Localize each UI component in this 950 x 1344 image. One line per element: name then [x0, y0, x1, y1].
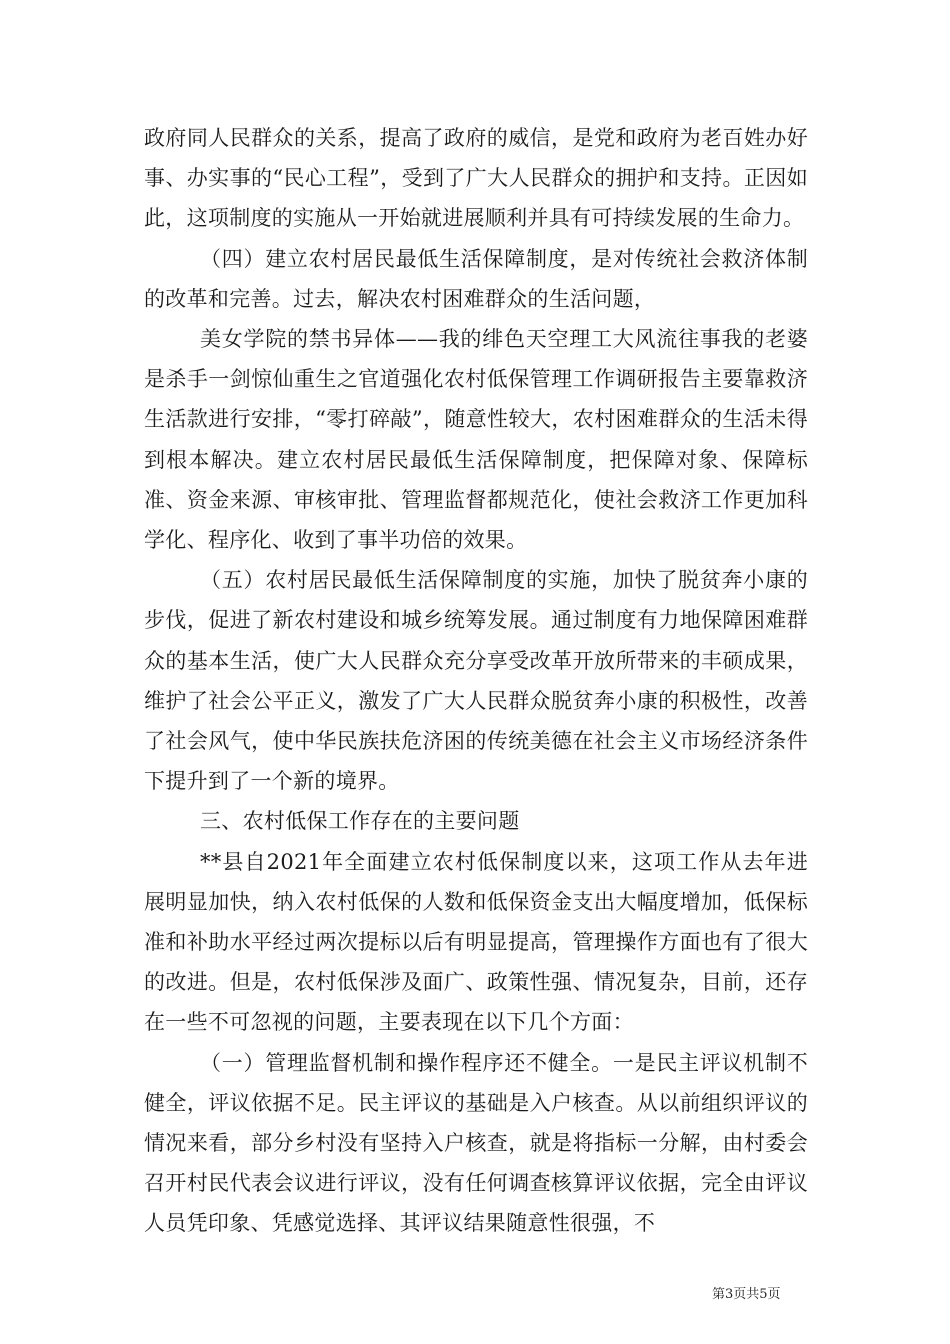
paragraph-county-overview: **县自2021年全面建立农村低保制度以来，这项工作从去年进展明显加快，纳入农村低保的人数和低保资金支出大幅度增加，低保标准和补助水平经过两次提标以后有明显提高，管理操作方面也有了很大的改进。但是，农村低保涉及面广、政策性强、情况复杂，目前，还存在一些不可忽视的问题，主要表现在以下几个方面： — [144, 849, 808, 1035]
paragraph-relief-reform: 美女学院的禁书异体——我的绯色天空理工大风流往事我的老婆是杀手一剑惊仙重生之官道强化农村低保管理工作调研报告主要靠救济生活款进行安排，“零打碎敲”，随意性较大，农村困难群众的生活未得到根本解决。建立农村居民最低生活保障制度，把保障对象、保障标准、资金来源、审核审批、管理监督都规范化，使社会救济工作更加科学化、程序化、收到了事半功倍的效果。 — [144, 327, 808, 553]
paragraph-section-four: （四）建立农村居民最低生活保障制度，是对传统社会救济体制的改革和完善。过去，解决农村困难群众的生活问题， — [144, 246, 808, 311]
section-heading-problems: 三、农村低保工作存在的主要问题 — [200, 809, 520, 834]
page-number: 第3页共5页 — [712, 1287, 781, 1302]
paragraph-continuation: 政府同人民群众的关系，提高了政府的威信，是党和政府为老百姓办好事、办实事的“民心工程”，受到了广大人民群众的拥护和支持。正因如此，这项制度的实施从一开始就进展顺利并具有可持续发展的生命力。 — [144, 126, 808, 231]
paragraph-problem-one: （一）管理监督机制和操作程序还不健全。一是民主评议机制不健全，评议依据不足。民主评议的基础是入户核查。从以前组织评议的情况来看，部分乡村没有坚持入户核查，就是将指标一分解，由村委会召开村民代表会议进行评议，没有任何调查核算评议依据，完全由评议人员凭印象、凭感觉选择、其评议结果随意性很强，不 — [144, 1050, 808, 1236]
document-body — [144, 118, 808, 1244]
paragraph-section-five: （五）农村居民最低生活保障制度的实施，加快了脱贫奔小康的步伐，促进了新农村建设和城乡统筹发展。通过制度有力地保障困难群众的基本生活，使广大人民群众充分享受改革开放所带来的丰硕成果，维护了社会公平正义，激发了广大人民群众脱贫奔小康的积极性，改善了社会风气，使中华民族扶危济困的传统美德在社会主义市场经济条件下提升到了一个新的境界。 — [144, 568, 808, 794]
